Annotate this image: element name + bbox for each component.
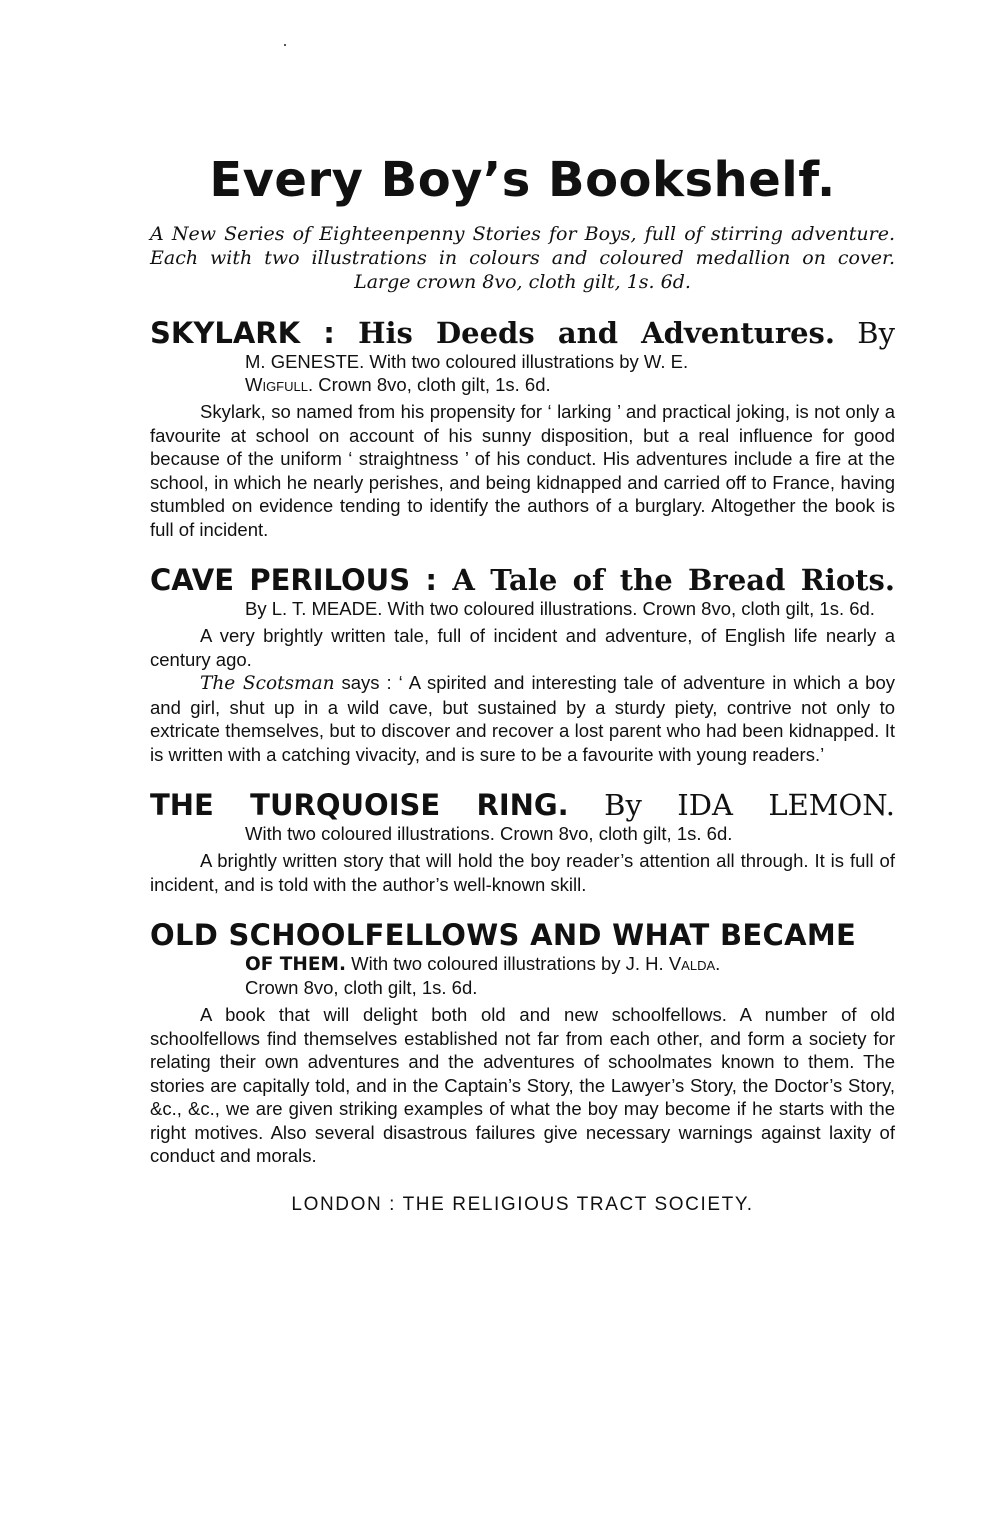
book-author-by: By: [834, 316, 895, 350]
series-description: A New Series of Eighteenpenny Stories for Boys, full of stirring adventure. Each with two illustrations in colours and coloured medallion on cover. Large crown 8vo, cloth gilt, 1s. 6d.: [150, 223, 895, 293]
book-entry-skylark: [150, 316, 895, 541]
book-details: [245, 952, 895, 999]
book-title-rest: A Tale of the Bread Riots.: [437, 563, 895, 597]
page-title: Every Boy’s Bookshelf.: [209, 152, 836, 208]
page-speck: [284, 44, 286, 46]
book-details-line: M. GENESTE. With two coloured illustrations by W. E.: [245, 351, 689, 372]
book-details-tail: Crown 8vo, cloth gilt, 1s. 6d.: [245, 977, 478, 998]
book-heading: [150, 788, 895, 822]
book-title-caps: SKYLARK :: [150, 316, 335, 350]
book-title-rest: His Deeds and Adventures.: [334, 316, 835, 350]
advertisement-page: [150, 150, 895, 1235]
book-heading: [150, 316, 895, 350]
review-text: says : ‘ A spirited and interesting tale of adventure in which a boy and girl, shut up in a wild cave, but sustained by a sturdy piety, contrive not only to extricate themselves, but to discover and recover a lost parent who had been kidnapped. It is written with a catching vivacity, and is sure to be a favourite with young readers.’: [150, 672, 895, 765]
book-details-tail: Crown 8vo, cloth gilt, 1s. 6d.: [313, 374, 551, 395]
book-title-caps: CAVE PERILOUS :: [150, 563, 438, 597]
book-author-by: By IDA LEMON.: [568, 788, 895, 822]
book-description: Skylark, so named from his propensity for ‘ larking ’ and practical joking, is not only a favourite at school on account of his sunny disposition, but a real influence for good because of the uniform ‘ straightness ’ of his conduct. His adventures include a fire at the school, in which he nearly perishes, and being kidnapped and carried off to France, having stumbled on evidence tending to identify the authors of a burglary. Altogether the book is full of incident.: [150, 401, 895, 540]
book-heading: [150, 918, 895, 952]
book-description: A brightly written story that will hold the boy reader’s attention all through. It is full of incident, and is told with the author’s well-known skill.: [150, 850, 895, 895]
press-review: [150, 671, 895, 766]
book-entry-turquoise-ring: [150, 788, 895, 896]
book-title-continued: OF THEM.: [245, 954, 346, 975]
book-details-line: With two coloured illustrations by J. H.: [345, 953, 669, 974]
book-details: With two coloured illustrations. Crown 8vo, cloth gilt, 1s. 6d.: [245, 823, 733, 844]
book-entry-cave-perilous: [150, 563, 895, 766]
book-details: [245, 350, 895, 396]
publisher-imprint: LONDON : THE RELIGIOUS TRACT SOCIETY.: [291, 1193, 754, 1215]
book-heading: [150, 563, 895, 597]
book-description: A very brightly written tale, full of incident and adventure, of English life nearly a century ago.: [150, 625, 895, 670]
book-description: A book that will delight both old and new schoolfellows. A number of old schoolfellows find themselves established not far from each other, and form a society for relating their own adventures and the adventures of schoolmates known to them. The stories are capitally told, and in the Captain’s Story, the Lawyer’s Story, the Doctor’s Story, &c., &c., we are given striking examples of what the boy may become if he starts with the right motives. Also several disastrous failures give necessary warnings against laxity of conduct and morals.: [150, 1004, 895, 1166]
review-source: The Scotsman: [200, 673, 335, 694]
illustrator-name: Wigfull.: [245, 374, 314, 395]
illustrator-name: Valda.: [668, 953, 721, 974]
book-entry-old-schoolfellows: [150, 918, 895, 1168]
book-title-caps: OLD SCHOOLFELLOWS AND WHAT BECAME: [150, 918, 857, 952]
book-details: By L. T. MEADE. With two coloured illustrations. Crown 8vo, cloth gilt, 1s. 6d.: [245, 598, 875, 619]
book-title-caps: THE TURQUOISE RING.: [150, 788, 569, 822]
